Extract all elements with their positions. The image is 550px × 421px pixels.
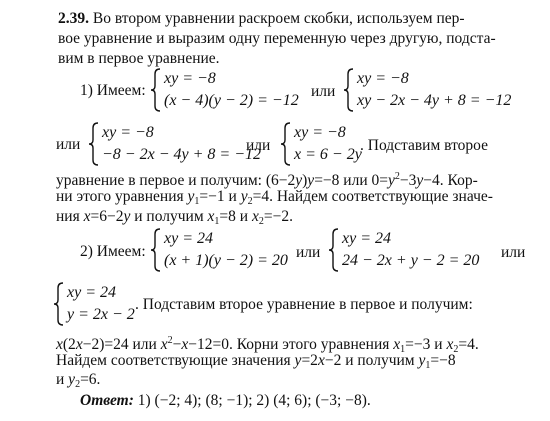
part1-line-b: ни этого уравнения $y_1=-1$ и $y_2=4$. Найдем соответствующие значе- — [56, 188, 493, 207]
part1-system-2: xy = −8 xy − 2x − 4y + 8 = −12 — [343, 68, 533, 112]
part2-system-2: xy = 24 24 − 2x + y − 2 = 20 — [328, 228, 488, 272]
part1-system-4: xy = −8 x = 6 − 2y — [280, 122, 375, 166]
part1-system-1: xy = −8 (x − 4)(y − 2) = −12 — [150, 68, 310, 112]
part2-or-1: или — [296, 244, 321, 261]
part1-system-3: xy = −8 −8 − 2x − 4y + 8 = −12 — [88, 122, 258, 166]
answer-text: 1) (−2; 4); (8; −1); 2) (4; 6); (−3; −8). — [133, 392, 371, 409]
part2-system-1: xy = 24 (x + 1)(y − 2) = 20 — [150, 228, 310, 272]
part2-or-2: или — [501, 244, 526, 261]
part1-or-start: или — [56, 136, 81, 153]
part2-after-system-3: . Подставим второе уравнение в первое и получим: — [135, 296, 473, 313]
answer-label: Ответ: — [80, 392, 134, 409]
part1-label: 1) Имеем: — [80, 82, 146, 99]
part2-system-3: xy = 24 y = 2x − 2 — [53, 282, 153, 326]
part1-after-system-4: . Подставим второе — [360, 137, 488, 154]
part1-line-a: уравнение в первое и получим: (6−2y)y=−8 или $0=y^2-3y-4$. Кор- — [56, 171, 478, 189]
part2-line-a: x(2x−2)=24 или $x^2-x-12=0$. Корни этого уравнения $x_1=-3$ и $x_2=4$. — [56, 335, 479, 355]
part2-label: 2) Имеем: — [80, 243, 146, 260]
answer-line — [80, 392, 371, 410]
intro-line-2: вое уравнение и выразим одну переменную через другую, подста- — [58, 30, 496, 47]
part2-line-c: и $y_2=6$. — [56, 371, 101, 390]
problem-number: 2.39. — [58, 10, 89, 27]
part2-line-b: Найдем соответствующие значения y=2x−2 и получим $y_1=-8$ — [56, 352, 456, 371]
intro-line-1: 2.39. Во втором уравнении раскроем скобки, используем пер- — [58, 10, 465, 27]
part1-line-c: ния x=6−2y и получим $x_1=8$ и $x_2=-2$. — [56, 208, 293, 227]
intro-line-3: вим в первое уравнение. — [58, 50, 220, 67]
part1-or-1: или — [311, 83, 336, 100]
part1-or-2: или — [246, 137, 271, 154]
